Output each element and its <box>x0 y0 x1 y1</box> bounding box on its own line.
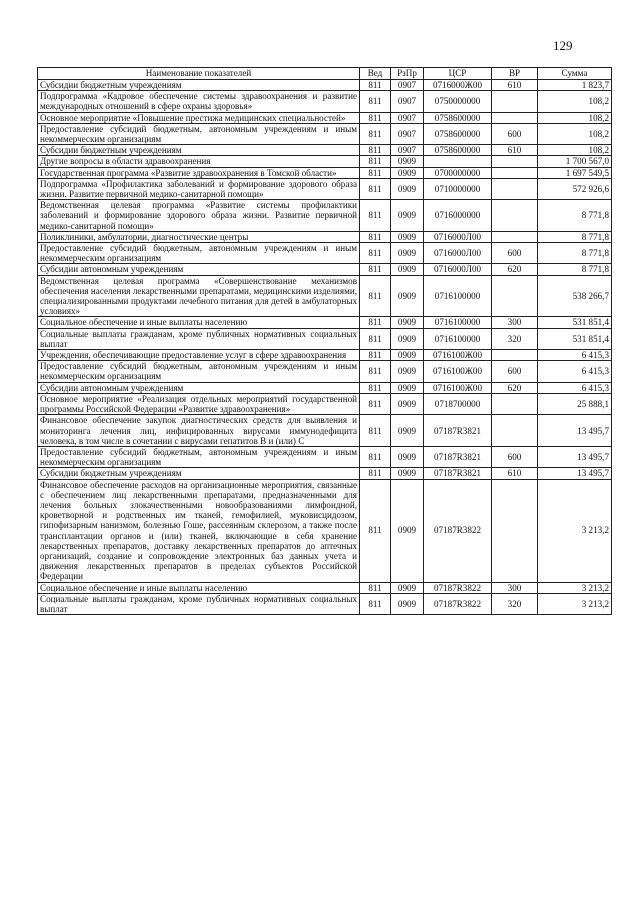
table-row <box>38 361 612 382</box>
rzpr-cell: 0909 <box>391 231 424 242</box>
table-row <box>38 80 612 91</box>
header-vr: ВР <box>492 68 538 80</box>
csr-cell: 07187R3822 <box>424 593 492 614</box>
ved-cell: 811 <box>360 80 391 91</box>
csr-cell: 0716000Л00 <box>424 264 492 275</box>
rzpr-cell: 0909 <box>391 156 424 167</box>
row-name-cell: Учреждения, обеспечивающие предоставление услуг в сфере здравоохранения <box>38 350 360 361</box>
sum-cell: 3 213,2 <box>538 479 612 582</box>
sum-cell: 13 495,7 <box>538 446 612 467</box>
sum-cell: 531 851,4 <box>538 317 612 328</box>
table-row <box>38 350 612 361</box>
ved-cell: 811 <box>360 91 391 112</box>
table-row <box>38 275 612 317</box>
csr-cell: 0710000000 <box>424 178 492 199</box>
row-name-cell: Основное мероприятие «Реализация отдельных мероприятий государственной программы Российской Федерации «Развитие здравоохранения» <box>38 393 360 414</box>
rzpr-cell: 0907 <box>391 123 424 144</box>
table-row <box>38 123 612 144</box>
vr-cell <box>492 393 538 414</box>
table-row <box>38 243 612 264</box>
ved-cell: 811 <box>360 112 391 123</box>
ved-cell: 811 <box>360 145 391 156</box>
vr-cell <box>492 275 538 317</box>
table-row <box>38 468 612 479</box>
vr-cell: 600 <box>492 123 538 144</box>
row-name-cell: Субсидии бюджетным учреждениям <box>38 468 360 479</box>
ved-cell: 811 <box>360 264 391 275</box>
table-row <box>38 382 612 393</box>
sum-cell: 8 771,8 <box>538 243 612 264</box>
vr-cell <box>492 415 538 447</box>
table-row <box>38 479 612 582</box>
table-row <box>38 112 612 123</box>
vr-cell: 620 <box>492 264 538 275</box>
vr-cell: 610 <box>492 80 538 91</box>
csr-cell: 0758600000 <box>424 123 492 144</box>
ved-cell: 811 <box>360 415 391 447</box>
vr-cell <box>492 178 538 199</box>
rzpr-cell: 0909 <box>391 167 424 178</box>
sum-cell: 108,2 <box>538 91 612 112</box>
row-name-cell: Финансовое обеспечение расходов на организационные мероприятия, связанные с обеспечением лиц лекарственными препаратами, предназначенными для лечения больных злокачественными новообразованиями лимфоидной, кроветворной и родственных им тканей, гемофилией, муковисцидозом, гипофизарным нанизмом, болезнью Гоше, рассеянным склерозом, а также после трансплантации органов и (или) тканей, включающие в себя хранение лекарственных препаратов, доставку лекарственных препаратов до аптечных организаций, создание и сопровождение электронных баз данных учета и движения лекарственных препаратов в пределах субъектов Российской Федерации <box>38 479 360 582</box>
table-row <box>38 446 612 467</box>
rzpr-cell: 0909 <box>391 275 424 317</box>
vr-cell: 300 <box>492 317 538 328</box>
ved-cell: 811 <box>360 275 391 317</box>
csr-cell: 0758600000 <box>424 145 492 156</box>
rzpr-cell: 0909 <box>391 350 424 361</box>
row-name-cell: Финансовое обеспечение закупок диагностических средств для выявления и мониторинга лечения лиц, инфицированных вирусами иммунодефицита человека, в том числе в сочетании с вирусами гепатитов B и (или) C <box>38 415 360 447</box>
row-name-cell: Социальное обеспечение и иные выплаты населению <box>38 317 360 328</box>
row-name-cell: Поликлиники, амбулатории, диагностические центры <box>38 231 360 242</box>
sum-cell: 13 495,7 <box>538 468 612 479</box>
sum-cell: 6 415,3 <box>538 361 612 382</box>
ved-cell: 811 <box>360 178 391 199</box>
rzpr-cell: 0907 <box>391 91 424 112</box>
csr-cell: 07187R3822 <box>424 582 492 593</box>
ved-cell: 811 <box>360 393 391 414</box>
csr-cell: 0716100000 <box>424 275 492 317</box>
table-body <box>38 80 612 615</box>
table-row <box>38 145 612 156</box>
sum-cell: 6 415,3 <box>538 382 612 393</box>
sum-cell: 6 415,3 <box>538 350 612 361</box>
table-row <box>38 582 612 593</box>
vr-cell: 600 <box>492 361 538 382</box>
row-name-cell: Подпрограмма «Профилактика заболеваний и формирование здорового образа жизни. Развитие первичной медико-санитарной помощи» <box>38 178 360 199</box>
sum-cell: 108,2 <box>538 123 612 144</box>
csr-cell: 0758600000 <box>424 112 492 123</box>
vr-cell: 320 <box>492 593 538 614</box>
csr-cell <box>424 156 492 167</box>
vr-cell: 610 <box>492 145 538 156</box>
table-row <box>38 328 612 349</box>
row-name-cell: Предоставление субсидий бюджетным, автономным учреждениям и иным некоммерческим организациям <box>38 446 360 467</box>
csr-cell: 0700000000 <box>424 167 492 178</box>
ved-cell: 811 <box>360 156 391 167</box>
sum-cell: 538 266,7 <box>538 275 612 317</box>
csr-cell: 0716000Л00 <box>424 243 492 264</box>
table-row <box>38 231 612 242</box>
rzpr-cell: 0909 <box>391 446 424 467</box>
ved-cell: 811 <box>360 479 391 582</box>
sum-cell: 8 771,8 <box>538 200 612 232</box>
sum-cell: 1 700 567,0 <box>538 156 612 167</box>
csr-cell: 0716100Ж00 <box>424 361 492 382</box>
sum-cell: 1 697 549,5 <box>538 167 612 178</box>
csr-cell: 0716100000 <box>424 317 492 328</box>
rzpr-cell: 0909 <box>391 200 424 232</box>
rzpr-cell: 0909 <box>391 178 424 199</box>
vr-cell <box>492 156 538 167</box>
row-name-cell: Социальные выплаты гражданам, кроме публичных нормативных социальных выплат <box>38 593 360 614</box>
csr-cell: 07187R3821 <box>424 468 492 479</box>
ved-cell: 811 <box>360 446 391 467</box>
vr-cell: 610 <box>492 468 538 479</box>
rzpr-cell: 0909 <box>391 393 424 414</box>
vr-cell <box>492 200 538 232</box>
row-name-cell: Субсидии автономным учреждениям <box>38 264 360 275</box>
row-name-cell: Предоставление субсидий бюджетным, автономным учреждениям и иным некоммерческим организациям <box>38 243 360 264</box>
csr-cell: 0718700000 <box>424 393 492 414</box>
rzpr-cell: 0909 <box>391 361 424 382</box>
row-name-cell: Основное мероприятие «Повышение престижа медицинских специальностей» <box>38 112 360 123</box>
sum-cell: 108,2 <box>538 112 612 123</box>
rzpr-cell: 0909 <box>391 328 424 349</box>
rzpr-cell: 0907 <box>391 112 424 123</box>
csr-cell: 0750000000 <box>424 91 492 112</box>
row-name-cell: Субсидии автономным учреждениям <box>38 382 360 393</box>
rzpr-cell: 0909 <box>391 243 424 264</box>
header-rzpr: РзПр <box>391 68 424 80</box>
rzpr-cell: 0909 <box>391 468 424 479</box>
vr-cell <box>492 91 538 112</box>
rzpr-cell: 0909 <box>391 593 424 614</box>
row-name-cell: Социальные выплаты гражданам, кроме публичных нормативных социальных выплат <box>38 328 360 349</box>
header-name: Наименование показателей <box>38 68 360 80</box>
table-row <box>38 264 612 275</box>
rzpr-cell: 0907 <box>391 145 424 156</box>
ved-cell: 811 <box>360 243 391 264</box>
vr-cell: 600 <box>492 243 538 264</box>
budget-table <box>37 67 612 615</box>
csr-cell: 07187R3822 <box>424 479 492 582</box>
rzpr-cell: 0909 <box>391 415 424 447</box>
csr-cell: 0716000Л00 <box>424 231 492 242</box>
table-row <box>38 200 612 232</box>
sum-cell: 8 771,8 <box>538 264 612 275</box>
row-name-cell: Социальное обеспечение и иные выплаты населению <box>38 582 360 593</box>
table-row <box>38 393 612 414</box>
ved-cell: 811 <box>360 382 391 393</box>
vr-cell <box>492 167 538 178</box>
row-name-cell: Предоставление субсидий бюджетным, автономным учреждениям и иным некоммерческим организациям <box>38 361 360 382</box>
vr-cell: 300 <box>492 582 538 593</box>
sum-cell: 531 851,4 <box>538 328 612 349</box>
table-row <box>38 415 612 447</box>
header-ved: Вед <box>360 68 391 80</box>
rzpr-cell: 0909 <box>391 382 424 393</box>
vr-cell: 320 <box>492 328 538 349</box>
ved-cell: 811 <box>360 350 391 361</box>
rzpr-cell: 0909 <box>391 264 424 275</box>
rzpr-cell: 0909 <box>391 582 424 593</box>
vr-cell <box>492 350 538 361</box>
row-name-cell: Субсидии бюджетным учреждениям <box>38 80 360 91</box>
vr-cell: 600 <box>492 446 538 467</box>
sum-cell: 8 771,8 <box>538 231 612 242</box>
rzpr-cell: 0909 <box>391 479 424 582</box>
csr-cell: 0716000000 <box>424 200 492 232</box>
page-number: 129 <box>553 38 573 53</box>
sum-cell: 108,2 <box>538 145 612 156</box>
sum-cell: 3 213,2 <box>538 593 612 614</box>
table-header-row <box>38 68 612 80</box>
row-name-cell: Предоставление субсидий бюджетным, автономным учреждениям и иным некоммерческим организациям <box>38 123 360 144</box>
vr-cell: 620 <box>492 382 538 393</box>
vr-cell <box>492 231 538 242</box>
ved-cell: 811 <box>360 167 391 178</box>
table-row <box>38 593 612 614</box>
table-row <box>38 156 612 167</box>
ved-cell: 811 <box>360 317 391 328</box>
csr-cell: 07187R3821 <box>424 446 492 467</box>
table-row <box>38 167 612 178</box>
ved-cell: 811 <box>360 123 391 144</box>
ved-cell: 811 <box>360 593 391 614</box>
ved-cell: 811 <box>360 582 391 593</box>
header-sum: Сумма <box>538 68 612 80</box>
ved-cell: 811 <box>360 328 391 349</box>
vr-cell <box>492 112 538 123</box>
sum-cell: 1 823,7 <box>538 80 612 91</box>
sum-cell: 3 213,2 <box>538 582 612 593</box>
ved-cell: 811 <box>360 231 391 242</box>
rzpr-cell: 0907 <box>391 80 424 91</box>
csr-cell: 0716000Ж00 <box>424 80 492 91</box>
csr-cell: 0716100Ж00 <box>424 350 492 361</box>
sum-cell: 13 495,7 <box>538 415 612 447</box>
row-name-cell: Государственная программа «Развитие здравоохранения в Томской области» <box>38 167 360 178</box>
table-row <box>38 317 612 328</box>
sum-cell: 572 926,6 <box>538 178 612 199</box>
ved-cell: 811 <box>360 361 391 382</box>
row-name-cell: Ведомственная целевая программа «Развитие системы профилактики заболеваний и формирование здорового образа жизни. Развитие первичной медико-санитарной помощи» <box>38 200 360 232</box>
ved-cell: 811 <box>360 200 391 232</box>
csr-cell: 0716100Ж00 <box>424 382 492 393</box>
table-row <box>38 91 612 112</box>
ved-cell: 811 <box>360 468 391 479</box>
csr-cell: 07187R3821 <box>424 415 492 447</box>
header-csr: ЦСР <box>424 68 492 80</box>
row-name-cell: Субсидии бюджетным учреждениям <box>38 145 360 156</box>
rzpr-cell: 0909 <box>391 317 424 328</box>
row-name-cell: Ведомственная целевая программа «Совершенствование механизмов обеспечения населения лекарственными препаратами, медицинскими изделиями, специализированными продуктами лечебного питания для детей в амбулаторных условиях» <box>38 275 360 317</box>
sum-cell: 25 888,1 <box>538 393 612 414</box>
csr-cell: 0716100000 <box>424 328 492 349</box>
vr-cell <box>492 479 538 582</box>
table-row <box>38 178 612 199</box>
row-name-cell: Подпрограмма «Кадровое обеспечение системы здравоохранения и развитие международных отношений в сфере охраны здоровья» <box>38 91 360 112</box>
row-name-cell: Другие вопросы в области здравоохранения <box>38 156 360 167</box>
